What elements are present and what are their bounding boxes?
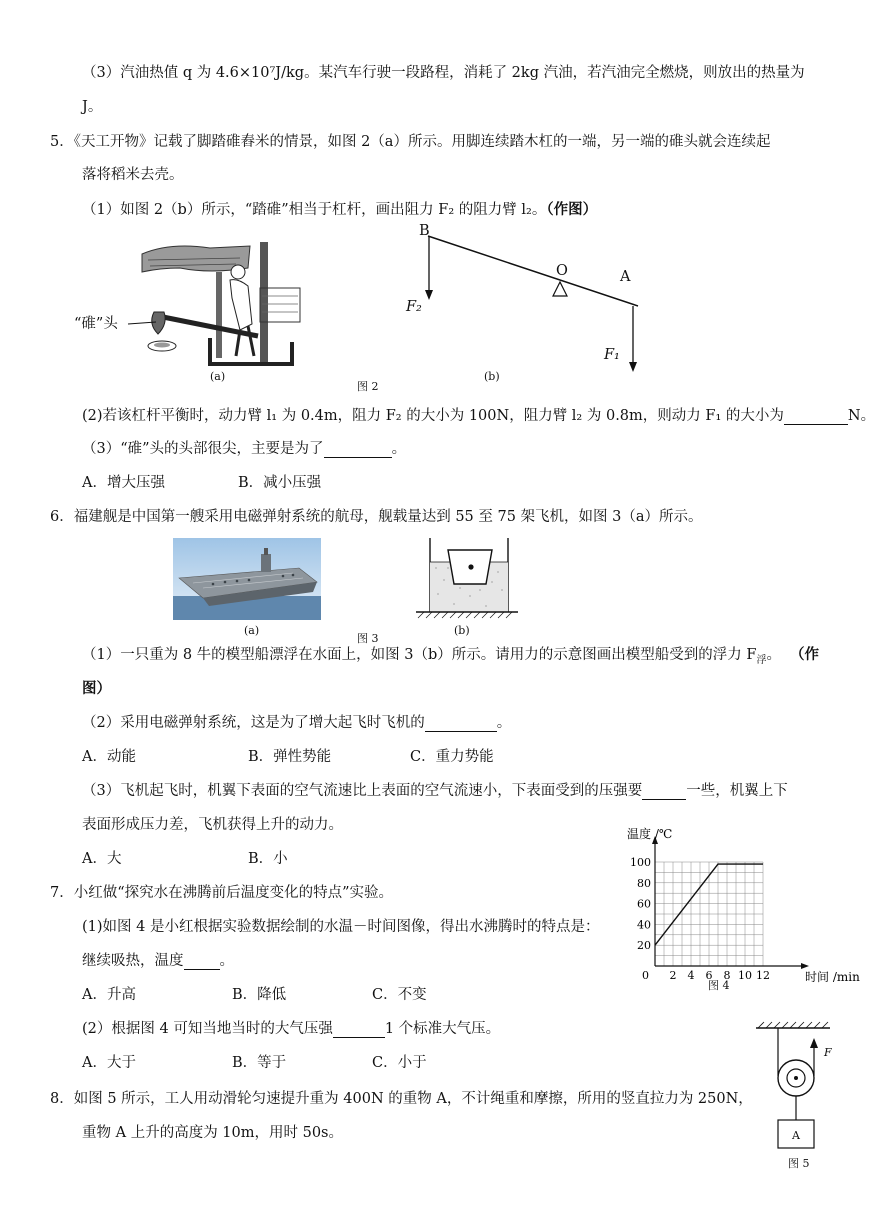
lever-bar — [428, 236, 638, 306]
fig5-caption: 图 5 — [788, 1157, 810, 1170]
q5-part3-option-b: B．减小压强 — [238, 475, 322, 491]
q5-part2-unit: N。 — [847, 408, 875, 424]
q6-part3-text: （3）飞机起飞时，机翼下表面的空气流速比上表面的空气流速小，下表面受到的压强要 — [82, 783, 643, 799]
q6-part1-end: 。 — [766, 647, 781, 663]
q7-part1-cont-text: 继续吸热，温度 — [82, 953, 184, 969]
origin-label: 0 — [642, 969, 649, 982]
q6-part2-option-c: C．重力势能 — [410, 749, 494, 765]
q6-stem: 6．福建舰是中国第一艘采用电磁弹射系统的航母，舰载量达到 55 至 75 架飞机，如图 3（a）所示。 — [50, 509, 703, 525]
fig3b-label: (b) — [454, 624, 470, 637]
q6-part2-option-a: A．动能 — [82, 749, 136, 765]
q5-part1-tag: （作图） — [546, 201, 598, 218]
q6-part1-text: （1）一只重为 8 牛的模型船漂浮在水面上，如图 3（b）所示。请用力的示意图画出模型船受到的浮力 F — [82, 647, 757, 663]
fig3a-carrier-photo — [173, 538, 321, 620]
q5-part2-text: (2)若该杠杆平衡时，动力臂 l₁ 为 0.4m，阻力 F₂ 的大小为 100N，阻力臂 l₂ 为 0.8m，则动力 F₁ 的大小为 — [82, 408, 784, 424]
q5-part3-end: 。 — [391, 441, 407, 457]
boat-center-dot — [468, 564, 473, 569]
fig5-A-label: A — [792, 1129, 800, 1142]
y-tick-label: 40 — [637, 918, 651, 932]
y-tick-label: 60 — [637, 897, 651, 911]
q6-part3-end: 一些，机翼上下 — [686, 783, 788, 799]
q7-part2-option-b: B．等于 — [232, 1055, 287, 1071]
x-tick-label: 8 — [723, 969, 731, 982]
q6-part1 — [82, 646, 781, 670]
q7-part1-option-b: B．降低 — [232, 987, 287, 1003]
q6-part2-end: 。 — [496, 715, 512, 731]
q6-part3-cont: 表面形成压力差，飞机获得上升的动力。 — [82, 817, 343, 833]
q7-part2 — [82, 1020, 500, 1038]
q5-part3-text: （3）“碓”头的头部很尖，主要是为了 — [82, 441, 324, 457]
fig2b-lever-diagram — [400, 218, 660, 378]
q5-part1 — [82, 201, 597, 219]
q6-part2-blank[interactable] — [425, 717, 497, 732]
fulcrum-triangle — [553, 282, 567, 296]
x-tick-label: 4 — [687, 969, 695, 982]
q7-part1-cont — [82, 952, 234, 970]
x-axis-label: 时间 /min — [805, 970, 860, 984]
fig3b-floating-boat — [410, 538, 520, 618]
q7-part2-option-c: C．小于 — [372, 1055, 427, 1071]
q8-stem: 8．如图 5 所示，工人用动滑轮匀速提升重为 400N 的重物 A，不计绳重和摩擦，所用的竖直拉力为 250N， — [50, 1091, 753, 1107]
x-tick-label: 10 — [738, 969, 752, 982]
fig3-caption: 图 3 — [357, 632, 379, 645]
q5-part3-option-a: A．增大压强 — [82, 475, 165, 491]
q5-stem-cont: 落将稻米去壳。 — [82, 167, 184, 183]
fig2b-point-B: B — [419, 223, 430, 239]
y-tick-label: 20 — [637, 939, 651, 953]
fig4-temperature-chart — [625, 827, 860, 988]
fig2b-label: (b) — [484, 370, 500, 383]
q7-part2-end: 1 个标准大气压。 — [384, 1021, 501, 1037]
q6-part1-tag2: 图） — [82, 680, 111, 697]
q5-part2-blank[interactable] — [784, 410, 848, 425]
q6-part3-option-a: A．大 — [82, 851, 122, 867]
q5-part3-blank[interactable] — [324, 443, 392, 458]
q6-part1-sub: 浮 — [756, 654, 767, 666]
q5-part3 — [82, 440, 406, 458]
q7-part2-text: (2）根据图 4 可知当地当时的大气压强 — [82, 1021, 333, 1037]
fig2b-F1-label: F₁ — [604, 347, 620, 363]
y-tick-label: 80 — [637, 876, 651, 890]
x-tick-label: 6 — [705, 969, 713, 982]
q6-part3-option-b: B．小 — [248, 851, 288, 867]
fig3a-label: (a) — [244, 624, 260, 637]
fig2-dui-pointer — [128, 318, 158, 330]
fig2-dui-label: “碓”头 — [74, 316, 118, 332]
fig2a-illustration — [140, 238, 300, 368]
q7-part1-end: 。 — [219, 953, 234, 969]
fig5-F-label: F — [824, 1046, 832, 1059]
fig2a-label: (a) — [210, 370, 226, 383]
force-arrow-head — [810, 1038, 818, 1048]
x-tick-label: 2 — [669, 969, 677, 982]
q5-part2 — [82, 407, 875, 425]
fig2b-F2-label: F₂ — [406, 299, 422, 315]
q6-part2 — [82, 714, 511, 732]
fig2-caption: 图 2 — [357, 380, 379, 393]
q7-part1-option-a: A．升高 — [82, 987, 136, 1003]
q7-part2-blank[interactable] — [333, 1023, 385, 1038]
q7-part2-option-a: A．大于 — [82, 1055, 136, 1071]
q5-part1-text: （1）如图 2（b）所示，“踏碓”相当于杠杆，画出阻力 F₂ 的阻力臂 l₂。 — [82, 202, 547, 218]
q6-part2-option-b: B．弹性势能 — [248, 749, 332, 765]
y-tick-label: 100 — [630, 856, 651, 869]
q7-part1: (1)如图 4 是小红根据实验数据绘制的水温－时间图像，得出水沸腾时的特点是： — [82, 919, 600, 935]
x-axis-arrow — [801, 963, 809, 969]
q7-part1-blank[interactable] — [184, 955, 220, 970]
q3-unit: J。 — [82, 99, 103, 115]
q3-line: （3）汽油热值 q 为 4.6×10⁷J/kg。某汽车行驶一段路程，消耗了 2kg 汽油，若汽油完全燃烧，则放出的热量为 — [82, 65, 805, 81]
q6-part2-text: （2）采用电磁弹射系统，这是为了增大起飞时飞机的 — [82, 715, 425, 731]
q6-part1-tag: （作 — [790, 646, 819, 663]
q6-part3-blank[interactable] — [642, 785, 686, 800]
q6-part3 — [82, 782, 788, 800]
q8-stem-cont: 重物 A 上升的高度为 10m，用时 50s。 — [82, 1125, 343, 1141]
fig2b-point-A: A — [620, 269, 631, 285]
fig4-caption: 图 4 — [708, 979, 730, 992]
fig2b-point-O: O — [556, 263, 568, 279]
y-axis-label: 温度 /℃ — [627, 827, 673, 841]
x-tick-label: 12 — [756, 969, 770, 982]
q7-part1-option-c: C．不变 — [372, 987, 427, 1003]
q5-stem: 5．《天工开物》记载了脚踏碓舂米的情景，如图 2（a）所示。用脚连续踏木杠的一端，另一端的碓头就会连续起 — [50, 134, 771, 150]
q7-stem: 7．小红做“探究水在沸腾前后温度变化的特点”实验。 — [50, 885, 394, 901]
